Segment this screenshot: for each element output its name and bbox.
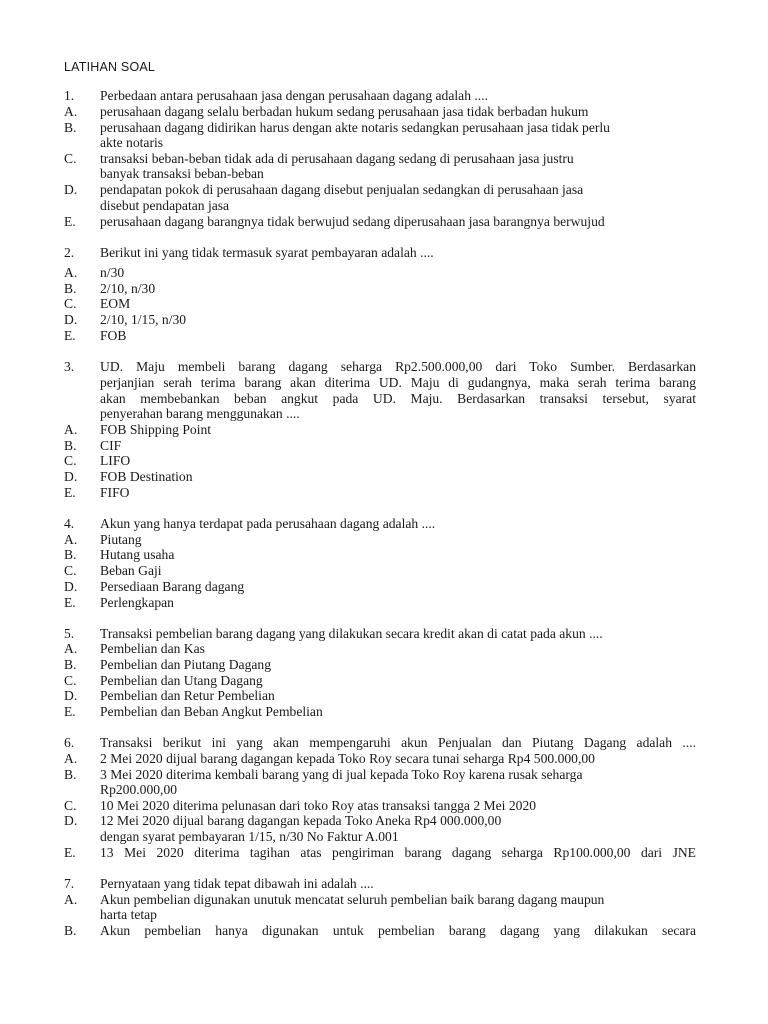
item-label: E. — [64, 214, 76, 229]
item-label: A. — [64, 422, 78, 437]
item-label: 3. — [64, 359, 75, 374]
item-label: C. — [64, 296, 77, 311]
item-text: FOB Shipping Point — [100, 422, 212, 437]
item-label: E. — [64, 328, 76, 343]
item-text: Pembelian dan Kas — [100, 641, 205, 656]
item-text: harta tetap — [100, 907, 157, 922]
item-label: A. — [64, 751, 78, 766]
item-text: Persediaan Barang dagang — [100, 579, 245, 594]
item-text: perjanjian serah terima barang akan diterima UD. Maju di gudangnya, maka serah terima barang — [100, 375, 696, 390]
item-text: banyak transaksi beban-beban — [100, 166, 264, 181]
item-label: B. — [64, 281, 77, 296]
item-text: perusahaan dagang didirikan harus dengan akte notaris sedangkan perusahaan jasa tidak perlu — [100, 120, 610, 135]
item-text: Transaksi pembelian barang dagang yang dilakukan secara kredit akan di catat pada akun .... — [100, 626, 603, 641]
item-label: C. — [64, 151, 77, 166]
item-text: penyerahan barang menggunakan .... — [100, 406, 300, 421]
item-label: B. — [64, 923, 77, 938]
item-text: Berikut ini yang tidak termasuk syarat pembayaran adalah .... — [100, 245, 434, 260]
item-text: 10 Mei 2020 diterima pelunasan dari toko Roy atas transaksi tangga 2 Mei 2020 — [100, 798, 537, 813]
item-label: B. — [64, 767, 77, 782]
item-label: 6. — [64, 735, 75, 750]
item-text: 3 Mei 2020 diterima kembali barang yang di jual kepada Toko Roy karena rusak seharga — [100, 767, 583, 782]
item-text: 2/10, n/30 — [100, 281, 156, 296]
item-label: E. — [64, 595, 76, 610]
item-text: Transaksi berikut ini yang akan mempengaruhi akun Penjualan dan Piutang Dagang adalah .... — [100, 735, 696, 750]
item-text: FOB — [100, 328, 127, 343]
item-label: 7. — [64, 876, 75, 891]
item-label: C. — [64, 563, 77, 578]
item-label: D. — [64, 182, 78, 197]
item-label: D. — [64, 579, 78, 594]
item-label: D. — [64, 813, 78, 828]
item-text: Pembelian dan Piutang Dagang — [100, 657, 272, 672]
item-text: Pembelian dan Retur Pembelian — [100, 688, 275, 703]
item-text: Hutang usaha — [100, 547, 175, 562]
item-label: 5. — [64, 626, 75, 641]
item-text: akan membebankan beban angkut pada UD. Maju. Berdasarkan transaksi tersebut, syarat — [100, 391, 696, 406]
item-label: A. — [64, 892, 78, 907]
item-label: D. — [64, 312, 78, 327]
item-text: n/30 — [100, 265, 125, 280]
item-text: dengan syarat pembayaran 1/15, n/30 No Faktur A.001 — [100, 829, 399, 844]
item-label: E. — [64, 845, 76, 860]
item-text: akte notaris — [100, 135, 164, 150]
item-label: D. — [64, 469, 78, 484]
item-text: UD. Maju membeli barang dagang seharga Rp2.500.000,00 dari Toko Sumber. Berdasarkan — [100, 359, 696, 374]
item-text: perusahaan dagang barangnya tidak berwujud sedang diperusahaan jasa barangnya berwujud — [100, 214, 605, 229]
item-text: LIFO — [100, 453, 131, 468]
item-text: Pembelian dan Utang Dagang — [100, 673, 263, 688]
item-text: Perbedaan antara perusahaan jasa dengan perusahaan dagang adalah .... — [100, 88, 488, 103]
item-text: Piutang — [100, 532, 142, 547]
item-label: A. — [64, 532, 78, 547]
item-label: B. — [64, 547, 77, 562]
item-label: E. — [64, 704, 76, 719]
item-text: perusahaan dagang selalu berbadan hukum sedang perusahaan jasa tidak berbadan hukum — [100, 104, 589, 119]
item-label: A. — [64, 104, 78, 119]
item-text: 12 Mei 2020 dijual barang dagangan kepada Toko Aneka Rp4 000.000,00 — [100, 813, 502, 828]
item-text: Akun pembelian hanya digunakan untuk pembelian barang dagang yang dilakukan secara — [100, 923, 696, 938]
item-label: A. — [64, 641, 78, 656]
item-label: 1. — [64, 88, 75, 103]
item-label: E. — [64, 485, 76, 500]
item-text: Perlengkapan — [100, 595, 174, 610]
item-label: C. — [64, 673, 77, 688]
item-label: B. — [64, 438, 77, 453]
item-text: FOB Destination — [100, 469, 193, 484]
item-text: Beban Gaji — [100, 563, 162, 578]
item-label: 2. — [64, 245, 75, 260]
document-title: LATIHAN SOAL — [64, 60, 156, 74]
item-text: 13 Mei 2020 diterima tagihan atas pengiriman barang dagang seharga Rp100.000,00 dari JNE — [100, 845, 696, 860]
item-text: Rp200.000,00 — [100, 782, 178, 797]
item-label: A. — [64, 265, 78, 280]
item-text: Akun pembelian digunakan unutuk mencatat seluruh pembelian baik barang dagang maupun — [100, 892, 605, 907]
item-text: 2/10, 1/15, n/30 — [100, 312, 187, 327]
item-text: pendapatan pokok di perusahaan dagang disebut penjualan sedangkan di perusahaan jasa — [100, 182, 584, 197]
item-text: Pembelian dan Beban Angkut Pembelian — [100, 704, 323, 719]
item-text: transaksi beban-beban tidak ada di perusahaan dagang sedang di perusahaan jasa justru — [100, 151, 574, 166]
item-text: 2 Mei 2020 dijual barang dagangan kepada Toko Roy secara tunai seharga Rp4 500.000,00 — [100, 751, 595, 766]
item-text: EOM — [100, 296, 131, 311]
item-label: 4. — [64, 516, 75, 531]
item-text: FIFO — [100, 485, 130, 500]
item-text: CIF — [100, 438, 122, 453]
item-text: Akun yang hanya terdapat pada perusahaan dagang adalah .... — [100, 516, 436, 531]
item-label: B. — [64, 120, 77, 135]
item-label: C. — [64, 453, 77, 468]
item-label: B. — [64, 657, 77, 672]
item-text: disebut pendapatan jasa — [100, 198, 230, 213]
item-label: D. — [64, 688, 78, 703]
item-text: Pernyataan yang tidak tepat dibawah ini adalah .... — [100, 876, 374, 891]
item-label: C. — [64, 798, 77, 813]
